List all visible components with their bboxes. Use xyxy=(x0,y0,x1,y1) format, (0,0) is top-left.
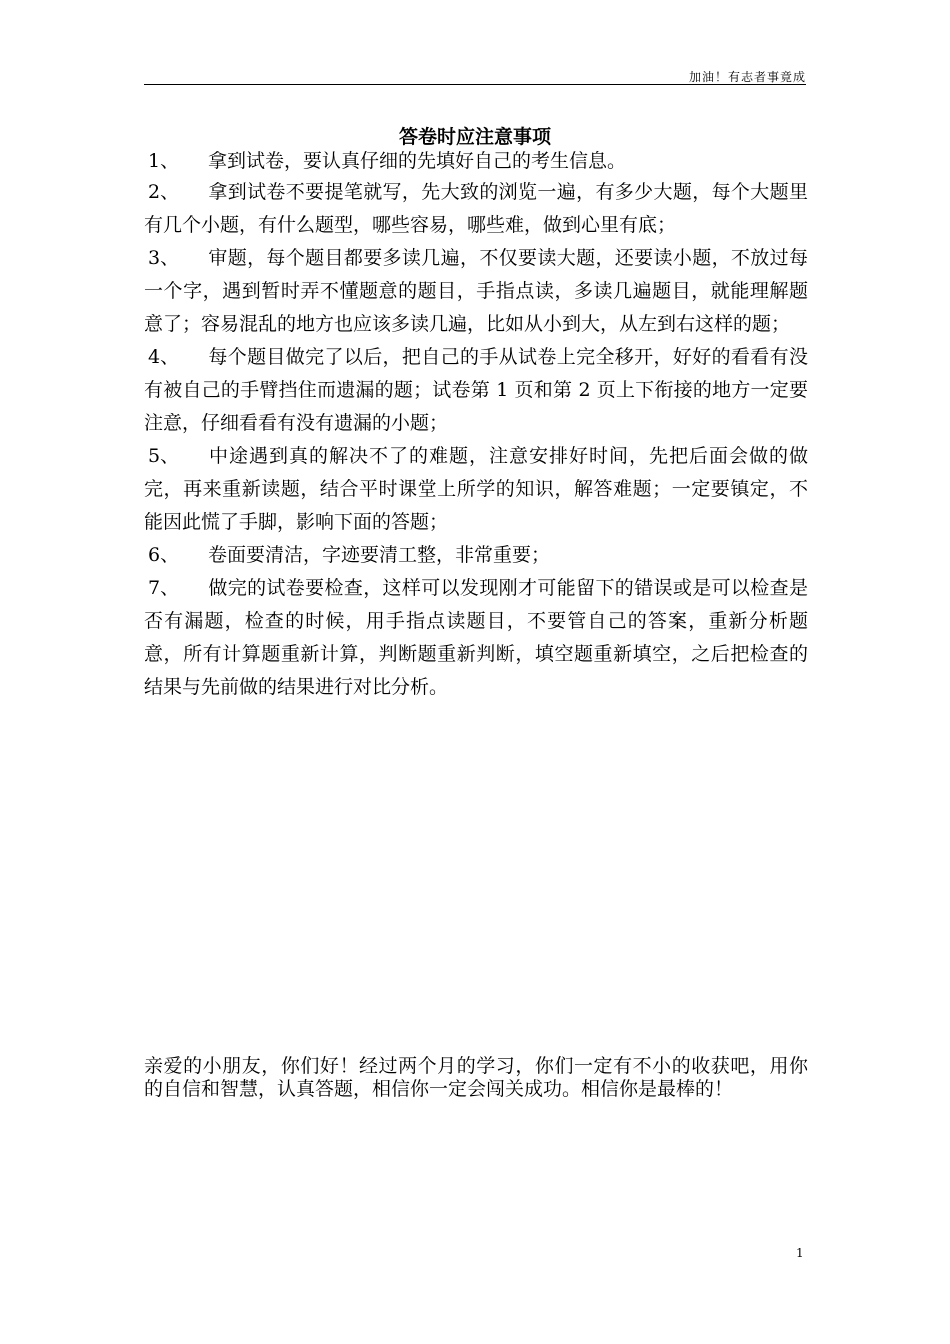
document-title: 答卷时应注意事项 xyxy=(398,126,551,148)
note-number: 5、 xyxy=(148,445,180,467)
note-number: 4、 xyxy=(148,346,180,368)
note-text: 做完的试卷要检查，这样可以发现刚才可能留下的错误或是可以检查是否有漏题，检查的时候，用手指点读题目，不要管自己的答案，重新分析题意，所有计算题重新计算，判断题重新判断，填空题重新填空，之后把检查的结果与先前做的结果进行对比分析。 xyxy=(144,577,808,698)
note-number: 2、 xyxy=(148,181,180,203)
note-text: 拿到试卷不要提笔就写，先大致的浏览一遍，有多少大题，每个大题里有几个小题，有什么题型，哪些容易，哪些难，做到心里有底； xyxy=(144,181,808,236)
note-item-1 xyxy=(144,146,808,176)
note-number: 7、 xyxy=(148,577,180,599)
header-divider xyxy=(144,84,806,85)
note-text: 拿到试卷，要认真仔细的先填好自己的考生信息。 xyxy=(208,150,627,172)
note-text: 每个题目做完了以后，把自己的手从试卷上完全移开，好好的看看有没有被自己的手臂挡住而遗漏的题；试卷第 1 页和第 2 页上下衔接的地方一定要注意，仔细看看有没有遗漏的小题； xyxy=(144,346,808,434)
note-text: 审题，每个题目都要多读几遍，不仅要读大题，还要读小题，不放过每一个字，遇到暂时弄不懂题意的题目，手指点读，多读几遍题目，就能理解题意了；容易混乱的地方也应该多读几遍，比如从小到大，从左到右这样的题； xyxy=(144,247,808,335)
note-text: 卷面要清洁，字迹要清工整，非常重要； xyxy=(208,544,551,566)
header-slogan: 加油！有志者事竟成 xyxy=(688,70,806,84)
closing-message: 亲爱的小朋友，你们好！经过两个月的学习，你们一定有不小的收获吧，用你的自信和智慧，认真答题，相信你一定会闯关成功。相信你是最棒的！ xyxy=(144,1055,808,1100)
note-item-7 xyxy=(144,572,808,704)
note-text: 中途遇到真的解决不了的难题，注意安排好时间，先把后面会做的做完，再来重新读题，结合平时课堂上所学的知识，解答难题；一定要镇定，不能因此慌了手脚，影响下面的答题； xyxy=(144,445,808,533)
note-item-2 xyxy=(144,176,808,242)
note-item-5 xyxy=(144,440,808,539)
note-item-4 xyxy=(144,341,808,440)
note-item-3 xyxy=(144,242,808,341)
note-number: 3、 xyxy=(148,247,180,269)
page-number: 1 xyxy=(796,1246,804,1260)
note-number: 1、 xyxy=(148,150,180,172)
note-item-6 xyxy=(144,539,808,572)
notes-list xyxy=(144,146,808,704)
note-number: 6、 xyxy=(148,544,180,566)
